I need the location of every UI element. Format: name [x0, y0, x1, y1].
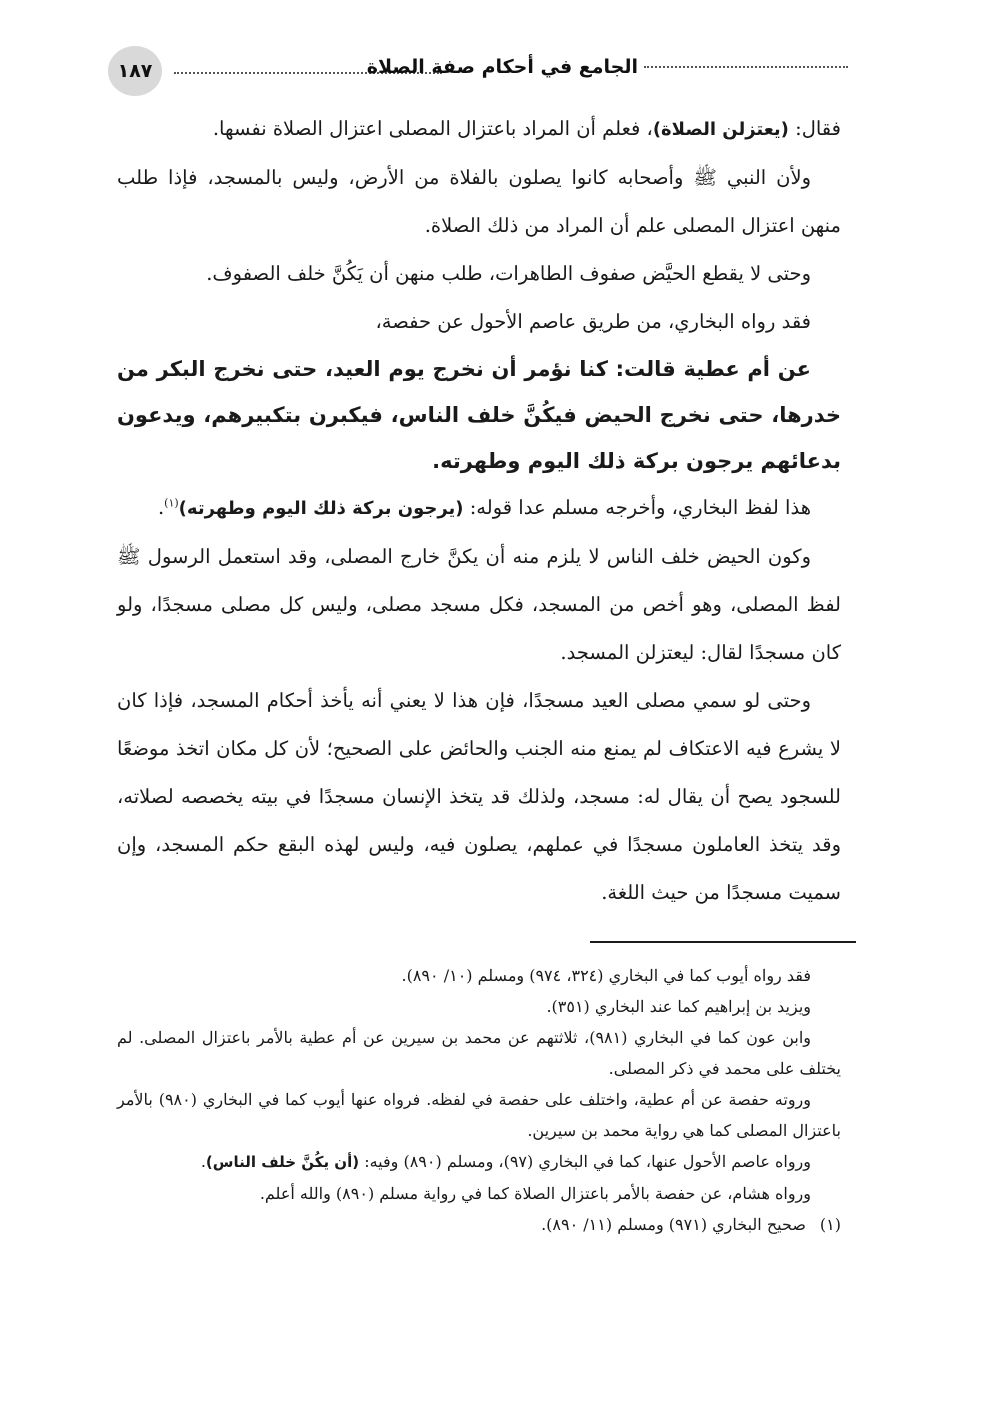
running-header	[108, 46, 848, 96]
note-1: فقد رواه أيوب كما في البخاري (٣٢٤، ٩٧٤) ومسلم (١٠/ ٨٩٠).	[401, 966, 811, 985]
note-6: ورواه هشام، عن حفصة بالأمر باعتزال الصلاة كما في رواية مسلم (٨٩٠) والله أعلم.	[259, 1184, 811, 1203]
paragraph-5: هذا لفظ البخاري، وأخرجه مسلم عدا قوله: (يرجون بركة ذلك اليوم وطهرته)$^{(١)}$.	[157, 496, 811, 519]
note-5: ورواه عاصم الأحول عنها، كما في البخاري (٩٧)، ومسلم (٨٩٠) وفيه: (أن يكُنَّ خلف الناس).	[200, 1152, 811, 1171]
paragraph-2: ولأن النبي ﷺ وأصحابه كانوا يصلون بالفلاة من الأرض، وليس بالمسجد، فإذا طلب منهن اعتزال المصلى علم أن المراد من ذلك الصلاة.	[117, 166, 841, 237]
paragraph-3: وحتى لا يقطع الحيَّض صفوف الطاهرات، طلب منهن أن يَكُنَّ خلف الصفوف.	[206, 262, 811, 285]
quoted-phrase: (يرجون بركة ذلك اليوم وطهرته)	[178, 498, 464, 519]
paragraph-4: فقد رواه البخاري، من طريق عاصم الأحول عن حفصة،	[375, 310, 811, 333]
quoted-phrase: (يعتزلن الصلاة)	[652, 119, 789, 140]
footnotes	[117, 960, 841, 1240]
book-title: الجامع في أحكام صفة الصلاة	[366, 56, 638, 78]
footnote-number: (١)	[819, 1215, 841, 1234]
footnote-text: صحيح البخاري (٩٧١) ومسلم (١١/ ٨٩٠).	[541, 1215, 806, 1234]
hadith-text: عن أم عطية قالت: كنا نؤمر أن نخرج يوم العيد، حتى نخرج البكر من خدرها، حتى نخرج الحيض فيكُنَّ خلف الناس، فيكبرن بتكبيرهم، ويدعون بدعائهم يرجون بركة ذلك اليوم وطهرته.	[117, 357, 841, 473]
note-2: ويزيد بن إبراهيم كما عند البخاري (٣٥١).	[546, 997, 811, 1016]
footnote-separator	[590, 941, 856, 943]
note-3: وابن عون كما في البخاري (٩٨١)، ثلاثتهم عن محمد بن سيرين عن أم عطية بالأمر باعتزال المصلى. لم يختلف على محمد في ذكر المصلى.	[117, 1028, 841, 1078]
note-4: وروته حفصة عن أم عطية، واختلف على حفصة في لفظه. فرواه عنها أيوب كما في البخاري (٩٨٠) بالأمر باعتزال المصلى كما هي رواية محمد بن سيرين.	[117, 1090, 841, 1140]
header-dotted-rule-right	[644, 66, 848, 68]
paragraph-7: وحتى لو سمي مصلى العيد مسجدًا، فإن هذا لا يعني أنه يأخذ أحكام المسجد، فإذا كان لا يشرع فيه الاعتكاف لم يمنع منه الجنب والحائض على الصحيح؛ لأن كل مكان اتخذ موضعًا للسجود يصح أن يقال له: مسجد، ولذلك قد يتخذ الإنسان مسجدًا في بيته يخصصه لصلاته، وقد يتخذ العاملون مسجدًا في عملهم، يصلون فيه، وليس لهذه البقع حكم المسجد، وإن سميت مسجدًا من حيث اللغة.	[117, 689, 841, 904]
paragraph-6: وكون الحيض خلف الناس لا يلزم منه أن يكنَّ خارج المصلى، وقد استعمل الرسول ﷺ لفظ المصلى، وهو أخص من المسجد، فكل مسجد مصلى، وليس كل مصلى مسجدًا، ولو كان مسجدًا لقال: ليعتزلن المسجد.	[117, 545, 841, 664]
page-number-badge: ١٨٧	[108, 46, 162, 96]
footnote-1	[117, 1209, 841, 1240]
main-text	[117, 105, 841, 917]
footnote-reference[interactable]: (١)	[164, 496, 179, 510]
quoted-phrase: (أن يكُنَّ خلف الناس)	[205, 1153, 360, 1171]
paragraph-1: فقال: (يعتزلن الصلاة)، فعلم أن المراد باعتزال المصلى اعتزال الصلاة نفسها.	[212, 117, 841, 140]
